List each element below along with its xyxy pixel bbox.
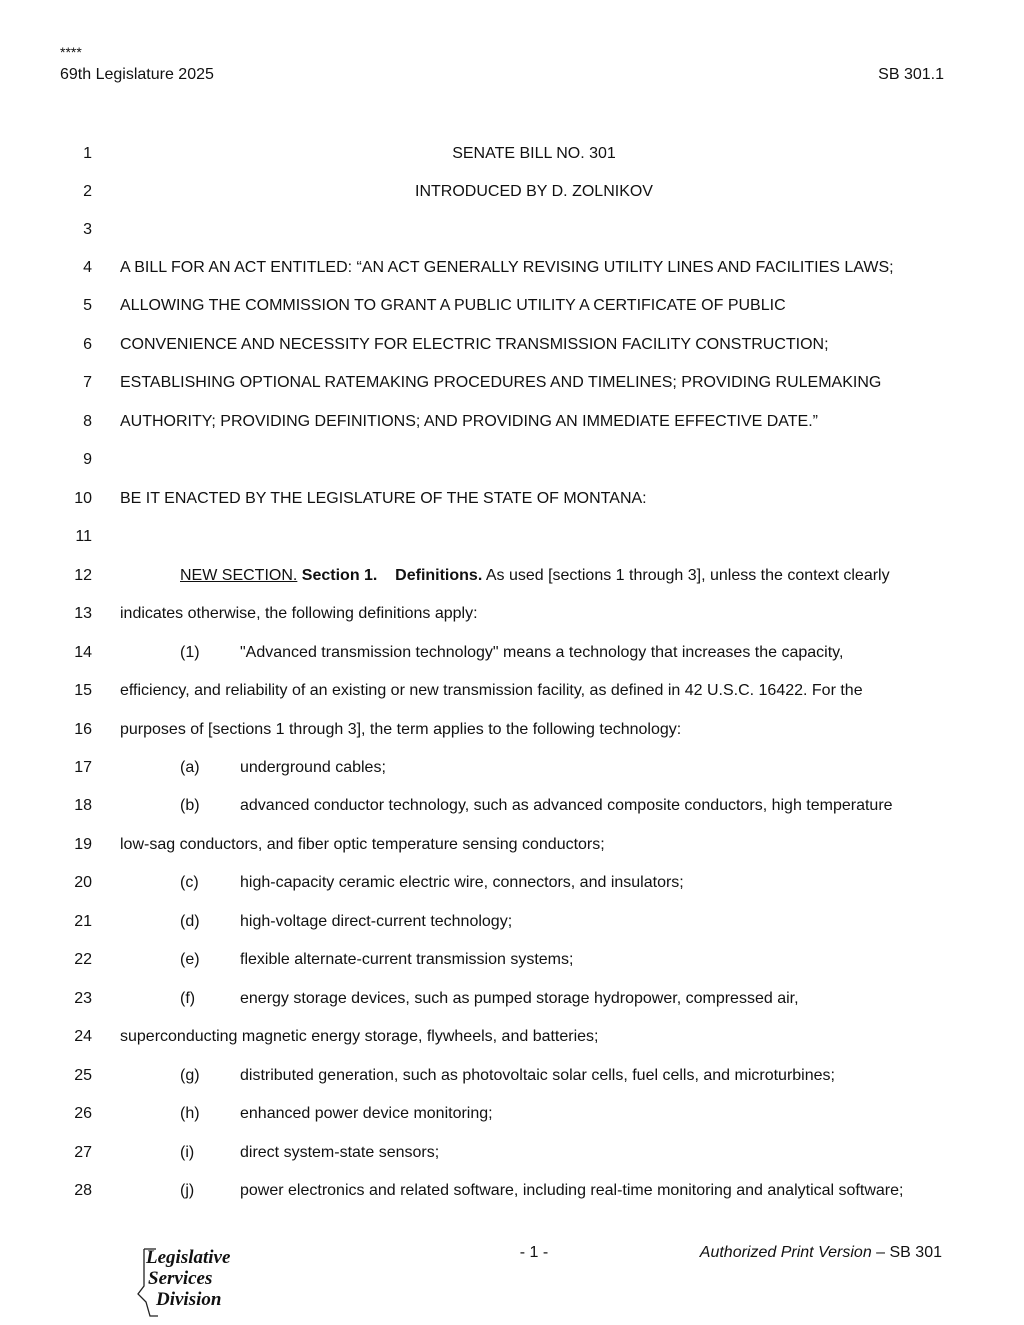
line-27 xyxy=(0,1141,1024,1165)
line-text: indicates otherwise, the following definitions apply: xyxy=(120,605,478,622)
line-text: superconducting magnetic energy storage, flywheels, and batteries; xyxy=(120,1028,599,1045)
line-number: 1 xyxy=(83,145,92,162)
logo-text-services: Services xyxy=(148,1268,213,1289)
line-text: low-sag conductors, and fiber optic temperature sensing conductors; xyxy=(120,836,605,853)
authorized-print-label xyxy=(700,1244,942,1262)
line-20 xyxy=(0,871,1024,895)
line-22 xyxy=(0,948,1024,972)
subsection-marker: (1) xyxy=(180,644,200,661)
bill-title: SENATE BILL NO. 301 xyxy=(452,145,616,162)
line-text: underground cables; xyxy=(240,759,386,776)
line-text: CONVENIENCE AND NECESSITY FOR ELECTRIC TRANSMISSION FACILITY CONSTRUCTION; xyxy=(120,336,829,353)
line-number: 17 xyxy=(74,759,92,776)
line-number: 21 xyxy=(74,913,92,930)
subsection-marker: (c) xyxy=(180,874,199,891)
line-text: purposes of [sections 1 through 3], the term applies to the following technology: xyxy=(120,721,682,738)
line-text: advanced conductor technology, such as advanced composite conductors, high temperature xyxy=(240,797,893,814)
subsection-marker: (i) xyxy=(180,1144,195,1161)
lsd-logo xyxy=(134,1246,264,1320)
line-7 xyxy=(0,371,1024,395)
line-19 xyxy=(0,833,1024,857)
bill-code: SB 301.1 xyxy=(878,66,944,83)
section-heading-line xyxy=(180,564,890,588)
line-number: 10 xyxy=(74,490,92,507)
line-number: 18 xyxy=(74,797,92,814)
line-text: high-capacity ceramic electric wire, connectors, and insulators; xyxy=(240,874,684,891)
line-4 xyxy=(0,256,1024,280)
subsection-marker: (j) xyxy=(180,1182,195,1199)
line-number: 7 xyxy=(83,374,92,391)
authorized-print-italic: Authorized Print Version xyxy=(699,1244,872,1261)
line-text: "Advanced transmission technology" means a technology that increases the capacity, xyxy=(240,644,844,661)
subsection-marker: (a) xyxy=(180,759,200,776)
line-text: power electronics and related software, including real-time monitoring and analytical software; xyxy=(240,1182,904,1199)
line-15 xyxy=(0,679,1024,703)
line-number: 14 xyxy=(74,644,92,661)
line-number: 12 xyxy=(74,567,92,584)
line-2 xyxy=(0,180,1024,204)
logo-text-division: Division xyxy=(156,1289,222,1310)
line-23 xyxy=(0,987,1024,1011)
subsection-marker: (g) xyxy=(180,1067,200,1084)
section-number: Section 1. xyxy=(301,567,378,584)
line-number: 13 xyxy=(74,605,92,622)
line-number: 5 xyxy=(83,297,92,314)
line-text: As used [sections 1 through 3], unless the context clearly xyxy=(482,567,890,584)
line-13 xyxy=(0,602,1024,626)
line-text: energy storage devices, such as pumped storage hydropower, compressed air, xyxy=(240,990,799,1007)
page-number: - 1 - xyxy=(519,1244,549,1261)
line-number: 2 xyxy=(83,183,92,200)
line-number: 3 xyxy=(83,221,92,238)
line-number: 26 xyxy=(74,1105,92,1122)
line-number: 8 xyxy=(83,413,92,430)
line-number: 20 xyxy=(74,874,92,891)
line-text: ESTABLISHING OPTIONAL RATEMAKING PROCEDURES AND TIMELINES; PROVIDING RULEMAKING xyxy=(120,374,882,391)
logo-text-legislative: Legislative xyxy=(146,1247,231,1268)
line-number: 24 xyxy=(74,1028,92,1045)
subsection-marker: (e) xyxy=(180,951,200,968)
line-3 xyxy=(0,218,1024,242)
line-number: 11 xyxy=(75,528,92,545)
line-number: 6 xyxy=(83,336,92,353)
line-26 xyxy=(0,1102,1024,1126)
subsection-marker: (b) xyxy=(180,797,200,814)
subsection-marker: (d) xyxy=(180,913,200,930)
line-24 xyxy=(0,1025,1024,1049)
line-10 xyxy=(0,487,1024,511)
line-number: 19 xyxy=(74,836,92,853)
line-number: 23 xyxy=(74,990,92,1007)
line-text: ALLOWING THE COMMISSION TO GRANT A PUBLIC UTILITY A CERTIFICATE OF PUBLIC xyxy=(120,297,786,314)
authorized-print-suffix: – SB 301 xyxy=(871,1244,942,1261)
line-18 xyxy=(0,794,1024,818)
line-1 xyxy=(0,142,1024,166)
line-11 xyxy=(0,525,1024,549)
line-text: efficiency, and reliability of an existing or new transmission facility, as defined in 42 U.S.C. 16422. For the xyxy=(120,682,863,699)
line-21 xyxy=(0,910,1024,934)
line-9 xyxy=(0,448,1024,472)
line-number: 25 xyxy=(74,1067,92,1084)
line-16 xyxy=(0,718,1024,742)
sponsor-line: INTRODUCED BY D. ZOLNIKOV xyxy=(415,183,653,200)
line-6 xyxy=(0,333,1024,357)
subsection-marker: (f) xyxy=(180,990,196,1007)
line-17 xyxy=(0,756,1024,780)
line-12 xyxy=(0,564,1024,588)
subsection-marker: (h) xyxy=(180,1105,200,1122)
line-number: 16 xyxy=(74,721,92,738)
line-text: direct system-state sensors; xyxy=(240,1144,440,1161)
line-text: high-voltage direct-current technology; xyxy=(240,913,513,930)
line-number: 9 xyxy=(83,451,92,468)
line-25 xyxy=(0,1064,1024,1088)
line-number: 4 xyxy=(83,259,92,276)
enacting-clause: BE IT ENACTED BY THE LEGISLATURE OF THE STATE OF MONTANA: xyxy=(120,490,647,507)
line-number: 28 xyxy=(74,1182,92,1199)
line-28 xyxy=(0,1179,1024,1203)
line-text: flexible alternate-current transmission systems; xyxy=(240,951,574,968)
section-title: Definitions. xyxy=(395,567,483,584)
new-section-label: NEW SECTION. xyxy=(180,567,298,584)
line-number: 22 xyxy=(74,951,92,968)
line-number: 15 xyxy=(74,682,92,699)
line-14 xyxy=(0,641,1024,665)
header-stars: **** xyxy=(60,44,82,60)
line-text: A BILL FOR AN ACT ENTITLED: “AN ACT GENERALLY REVISING UTILITY LINES AND FACILITIES LAWS; xyxy=(120,259,894,276)
legislature-label: 69th Legislature 2025 xyxy=(60,66,214,83)
line-8 xyxy=(0,410,1024,434)
line-text: distributed generation, such as photovoltaic solar cells, fuel cells, and microturbines; xyxy=(240,1067,835,1084)
line-text: AUTHORITY; PROVIDING DEFINITIONS; AND PROVIDING AN IMMEDIATE EFFECTIVE DATE.” xyxy=(120,413,818,430)
line-text: enhanced power device monitoring; xyxy=(240,1105,493,1122)
line-5 xyxy=(0,294,1024,318)
line-number: 27 xyxy=(74,1144,92,1161)
